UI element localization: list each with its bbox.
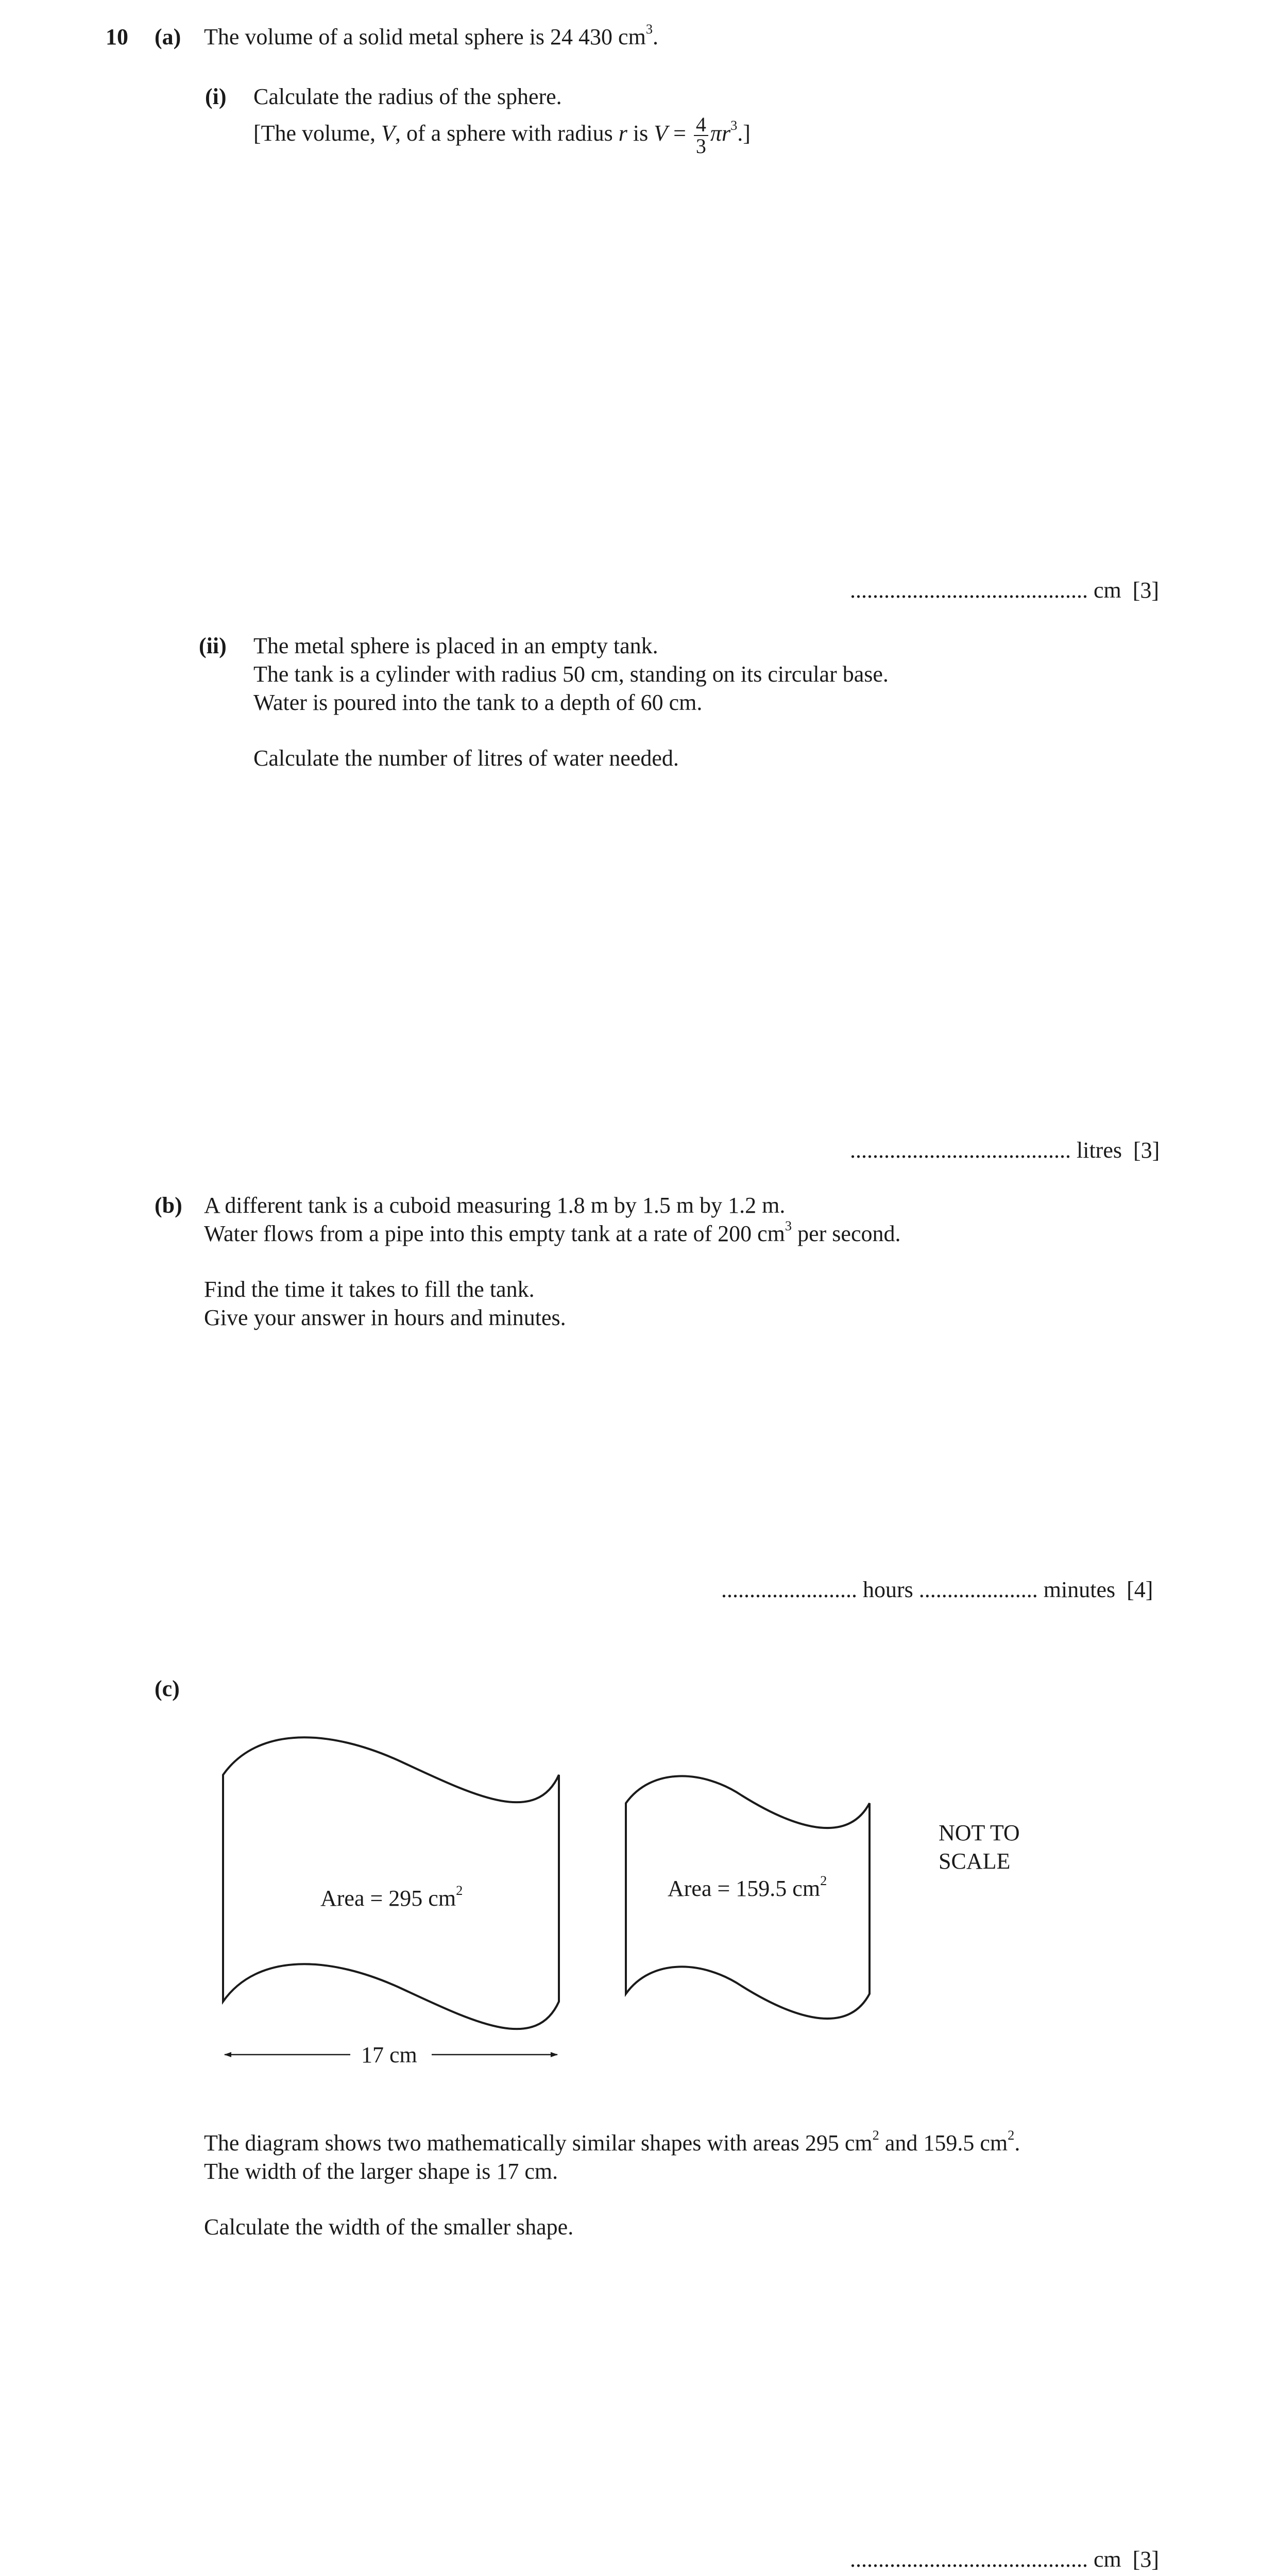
large-shape-width-label: 17 cm [361, 2042, 417, 2067]
not-to-scale-line1: NOT TO [939, 1820, 1020, 1845]
part-c-label: (c) [155, 1676, 180, 1701]
part-a-i-label: (i) [205, 84, 227, 109]
question-number: 10 [106, 24, 128, 49]
large-shape-area-label: Area = 295 $cm^2$ [320, 1882, 463, 1911]
part-b-label: (b) [155, 1193, 182, 1218]
part-a-ii-line3: Water is poured into the tank to a depth of 60 cm. [253, 690, 703, 715]
part-b-line2: Water flows from a pipe into this empty tank at a rate of 200 $cm^3$ per second. [204, 1217, 901, 1246]
part-a-stem: The volume of a solid metal sphere is 24 430 $cm^3$. [204, 21, 659, 49]
part-b-line3: Find the time it takes to fill the tank. [204, 1277, 535, 1302]
part-a-ii-answer-line: ....................................... litres [3] [850, 1138, 1160, 1163]
part-a-ii-line4: Calculate the number of litres of water needed. [253, 745, 679, 771]
fraction-four-thirds: $\frac{4}{3}$ [694, 114, 708, 157]
part-a-ii-line1: The metal sphere is placed in an empty tank. [253, 633, 658, 658]
part-b-line1: A different tank is a cuboid measuring 1.8 m by 1.5 m by 1.2 m. [204, 1193, 786, 1218]
part-a-label: (a) [155, 24, 181, 49]
part-a-i-text: Calculate the radius of the sphere. [253, 84, 562, 109]
large-similar-shape [223, 1737, 559, 2029]
part-a-i-answer-line: .......................................... cm [3] [850, 578, 1160, 603]
small-shape-area-label: Area = 159.5 $cm^2$ [668, 1872, 827, 1901]
part-c-line2: The width of the larger shape is 17 cm. [204, 2159, 558, 2184]
part-a-ii-label: (ii) [199, 633, 227, 658]
part-a-ii-line2: The tank is a cylinder with radius 50 cm, standing on its circular base. [253, 662, 889, 687]
part-c-line1: The diagram shows two mathematically similar shapes with areas 295 $cm^2$ and 159.5 $cm^2$. [204, 2127, 1020, 2156]
sphere-volume-formula: [The volume, V, of a sphere with radius r is V = $\frac{4}{3}$ $\pi r^3$.] [253, 113, 751, 158]
part-b-line4: Give your answer in hours and minutes. [204, 1305, 566, 1330]
part-b-answer-line: ........................ hours ..................... minutes [4] [721, 1577, 1153, 1602]
part-c-line3: Calculate the width of the smaller shape. [204, 2214, 574, 2240]
part-c-answer-line: .......................................... cm [3] [850, 2547, 1160, 2572]
not-to-scale-line2: SCALE [939, 1849, 1011, 1874]
